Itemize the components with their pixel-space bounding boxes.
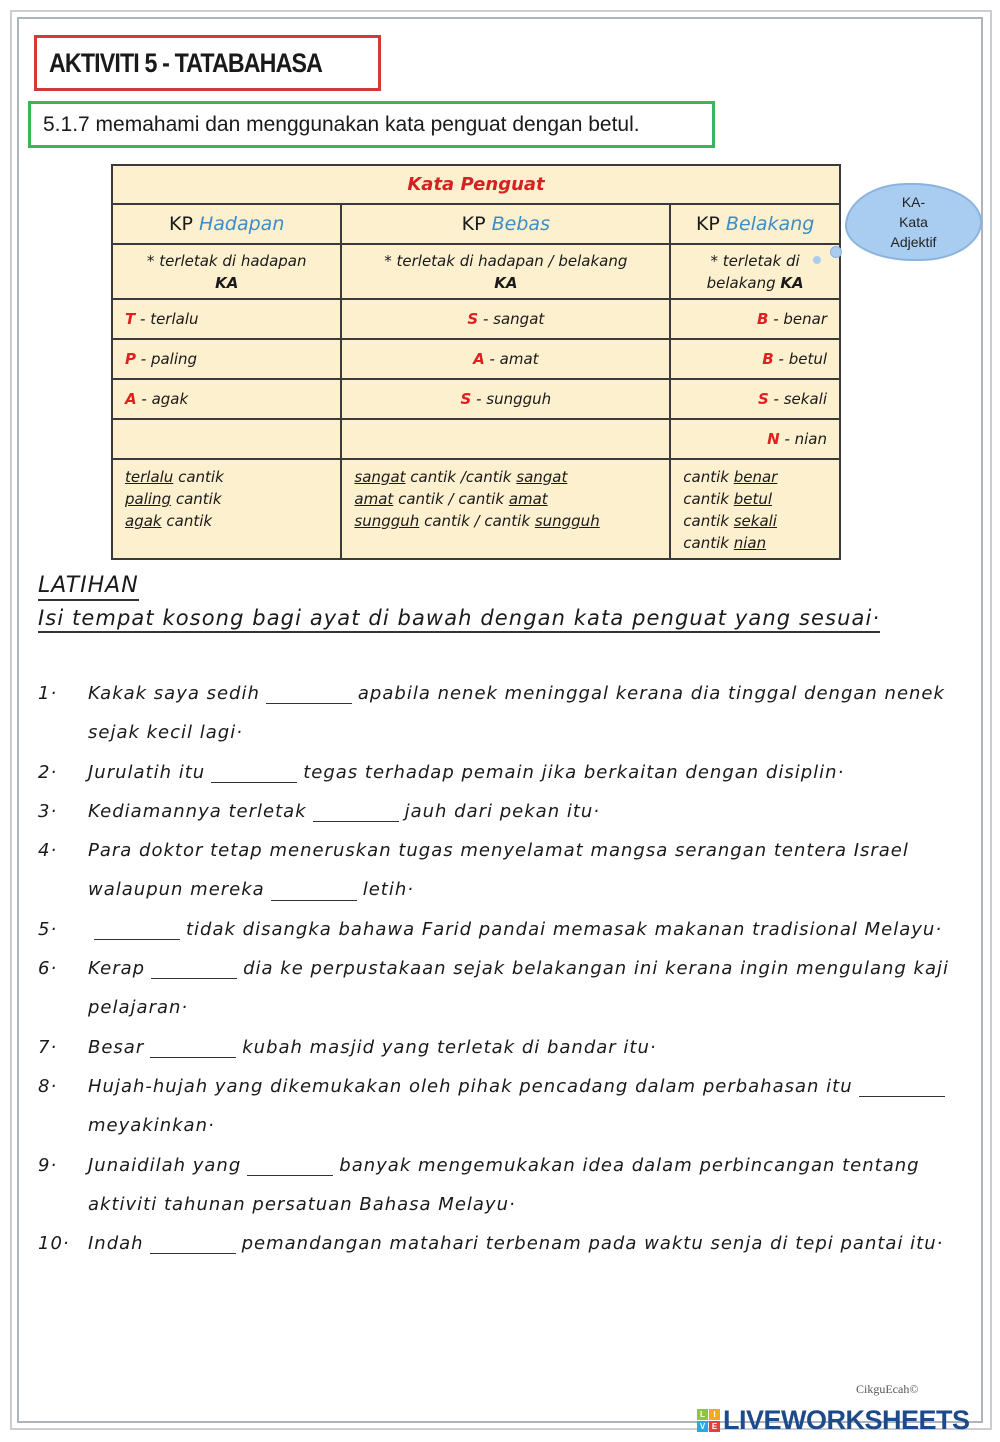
learning-standard: 5.1.7 memahami dan menggunakan kata penguat dengan betul. bbox=[43, 112, 640, 136]
question-text-after: letih· bbox=[362, 879, 414, 901]
cloud-tail-dot bbox=[813, 256, 821, 264]
question-text-after: tidak disangka bahawa Farid pandai memasak makanan tradisional Melayu· bbox=[186, 918, 943, 940]
examples-belakang: cantik benar cantik betul cantik sekali cantik nian bbox=[670, 459, 840, 559]
question-number: 7· bbox=[38, 1036, 58, 1058]
question-text-before: Jurulatih itu bbox=[88, 761, 206, 783]
cloud-tail-dot bbox=[830, 246, 842, 258]
answer-blank-input[interactable] bbox=[150, 1234, 236, 1254]
answer-blank-input[interactable] bbox=[211, 763, 297, 783]
column-header-bebas: KP Bebas bbox=[341, 204, 670, 244]
question-text-before: Kediamannya terletak bbox=[88, 800, 307, 822]
question-text-before: Hujah-hujah yang dikemukakan oleh pihak pencadang dalam perbahasan itu bbox=[88, 1075, 853, 1097]
table-row: P - paling A - amat B - betul bbox=[112, 339, 840, 379]
cloud-text: Kata bbox=[899, 214, 928, 230]
question-text-before: Para doktor tetap meneruskan tugas menyelamat mangsa serangan tentera Israel walaupun mereka bbox=[88, 840, 909, 901]
answer-blank-input[interactable] bbox=[151, 959, 237, 979]
desc-bebas: * terletak di hadapan / belakang KA bbox=[341, 244, 670, 299]
question-number: 6· bbox=[38, 958, 58, 980]
question-item bbox=[38, 1224, 968, 1263]
question-text-before: Besar bbox=[88, 1036, 145, 1058]
answer-blank-input[interactable] bbox=[94, 920, 180, 940]
cloud-text: Adjektif bbox=[890, 234, 937, 250]
question-item bbox=[38, 792, 968, 831]
question-number: 1· bbox=[38, 683, 58, 704]
question-item bbox=[38, 674, 968, 753]
examples-row bbox=[112, 459, 840, 559]
question-text-after: jauh dari pekan itu· bbox=[404, 800, 601, 822]
question-item bbox=[38, 1067, 968, 1146]
question-item bbox=[38, 831, 968, 910]
activity-title: AKTIVITI 5 - TATABAHASA bbox=[49, 47, 323, 78]
examples-hadapan: terlalu cantik paling cantik agak cantik bbox=[112, 459, 341, 559]
table-row: A - agak S - sungguh S - sekali bbox=[112, 379, 840, 419]
latihan-heading: LATIHAN bbox=[38, 573, 139, 601]
table-heading: Kata Penguat bbox=[112, 165, 840, 204]
question-text-before: Kakak saya sedih bbox=[88, 683, 260, 704]
question-number: 3· bbox=[38, 800, 58, 822]
question-text-after: kubah masjid yang terletak di bandar itu· bbox=[242, 1036, 657, 1058]
question-text-after: meyakinkan· bbox=[88, 1115, 215, 1137]
question-text-before: Junaidilah yang bbox=[88, 1154, 242, 1176]
live-logo-icon: L I V E bbox=[697, 1409, 720, 1432]
column-header-belakang: KP Belakang bbox=[670, 204, 840, 244]
answer-blank-input[interactable] bbox=[313, 802, 399, 822]
answer-blank-input[interactable] bbox=[266, 684, 352, 704]
question-text-after: banyak mengemukakan idea dalam perbincangan tentang aktiviti tahunan persatuan Bahasa Melayu· bbox=[88, 1154, 920, 1215]
examples-bebas: sangat cantik /cantik sangat amat cantik / cantik amat sungguh cantik / cantik sungguh bbox=[341, 459, 670, 559]
question-item bbox=[38, 1028, 968, 1067]
instruction: Isi tempat kosong bagi ayat di bawah dengan kata penguat yang sesuai· bbox=[38, 605, 880, 633]
question-text-after: apabila nenek meninggal kerana dia tinggal dengan nenek sejak kecil lagi· bbox=[88, 683, 945, 744]
question-item bbox=[38, 1146, 968, 1225]
learning-standard-box bbox=[28, 101, 715, 148]
desc-hadapan: * terletak di hadapan KA bbox=[112, 244, 341, 299]
kata-penguat-table bbox=[111, 164, 841, 560]
question-text-before: Indah bbox=[88, 1233, 144, 1255]
question-number: 5· bbox=[38, 918, 58, 940]
answer-blank-input[interactable] bbox=[247, 1156, 333, 1176]
question-text-before: Kerap bbox=[88, 958, 146, 980]
answer-blank-input[interactable] bbox=[271, 881, 357, 901]
question-number: 2· bbox=[38, 761, 58, 783]
question-item bbox=[38, 949, 968, 1028]
cloud-text: KA- bbox=[901, 194, 926, 210]
question-text-after: tegas terhadap pemain jika berkaitan dengan disiplin· bbox=[303, 761, 845, 783]
question-item bbox=[38, 753, 968, 792]
question-number: 10· bbox=[38, 1233, 70, 1255]
question-text-after: dia ke perpustakaan sejak belakangan ini kerana ingin mengulang kaji pelajaran· bbox=[88, 958, 949, 1019]
activity-title-box bbox=[34, 35, 381, 91]
column-header-hadapan: KP Hadapan bbox=[112, 204, 341, 244]
question-number: 8· bbox=[38, 1075, 58, 1097]
question-number: 4· bbox=[38, 840, 58, 862]
question-list bbox=[38, 674, 968, 1263]
desc-belakang: * terletak di belakang KA bbox=[670, 244, 840, 299]
liveworksheets-brand: L I V E LIVEWORKSHEETS bbox=[697, 1405, 970, 1436]
question-number: 9· bbox=[38, 1154, 58, 1176]
answer-blank-input[interactable] bbox=[150, 1038, 236, 1058]
ka-note-cloud bbox=[845, 183, 982, 261]
answer-blank-input[interactable] bbox=[859, 1077, 945, 1097]
question-item bbox=[38, 910, 968, 949]
table-row: T - terlalu S - sangat B - benar bbox=[112, 299, 840, 339]
table-row: N - nian bbox=[112, 419, 840, 459]
copyright: CikguEcah© bbox=[856, 1382, 919, 1396]
question-text-after: pemandangan matahari terbenam pada waktu senja di tepi pantai itu· bbox=[241, 1233, 944, 1255]
